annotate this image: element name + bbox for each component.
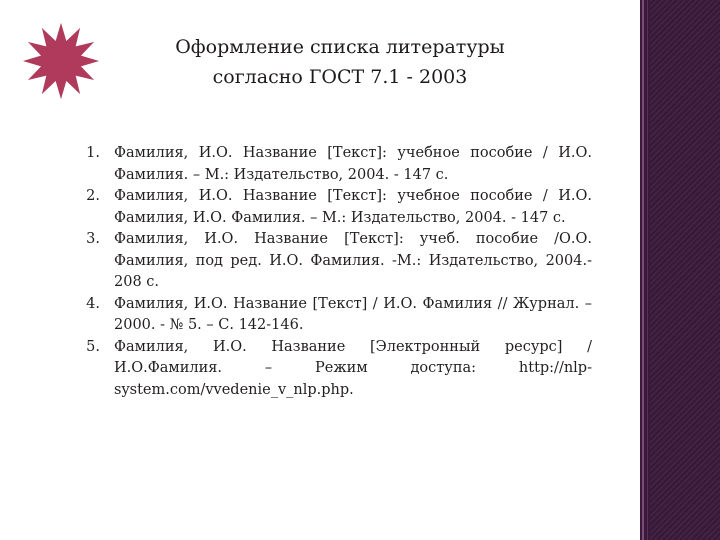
decorative-side-panel — [640, 0, 720, 540]
reference-item — [70, 229, 592, 294]
reference-text: Фамилия, И.О. Название [Текст]: учеб. пособие /О.О. Фамилия, под ред. И.О. Фамилия. -М.: Издательство, 2004.- 208 с. — [114, 231, 592, 290]
reference-text: Фамилия, И.О. Название [Текст]: учебное пособие / И.О. Фамилия. – М.: Издательство, 2004. - 147 с. — [114, 145, 592, 183]
reference-item — [70, 337, 592, 402]
reference-item — [70, 143, 592, 186]
title-line-2: согласно ГОСТ 7.1 - 2003 — [212, 66, 468, 88]
panel-stripe — [642, 0, 644, 540]
panel-stripe — [647, 0, 648, 540]
reference-item — [70, 186, 592, 229]
reference-list — [70, 143, 592, 401]
reference-number: 4. — [86, 295, 100, 312]
reference-number: 3. — [86, 231, 100, 247]
reference-item — [70, 294, 592, 337]
title-line-1: Оформление списка литературы — [175, 36, 505, 58]
page-title — [120, 32, 560, 92]
star-burst-icon — [18, 18, 104, 104]
panel-texture — [650, 0, 720, 540]
reference-number: 2. — [86, 188, 100, 204]
reference-text: Фамилия, И.О. Название [Текст]: учебное пособие / И.О. Фамилия, И.О. Фамилия. – М.: Издательство, 2004. - 147 с. — [114, 188, 592, 226]
reference-number: 5. — [86, 338, 100, 355]
reference-number: 1. — [86, 145, 100, 161]
reference-text: Фамилия, И.О. Название [Электронный ресурс] / И.О.Фамилия. – Режим доступа: http://nlp-system.com/vvedenie_v_nlp.php. — [114, 338, 592, 398]
reference-text: Фамилия, И.О. Название [Текст] / И.О. Фамилия // Журнал. – 2000. - № 5. – С. 142-146. — [114, 295, 592, 333]
